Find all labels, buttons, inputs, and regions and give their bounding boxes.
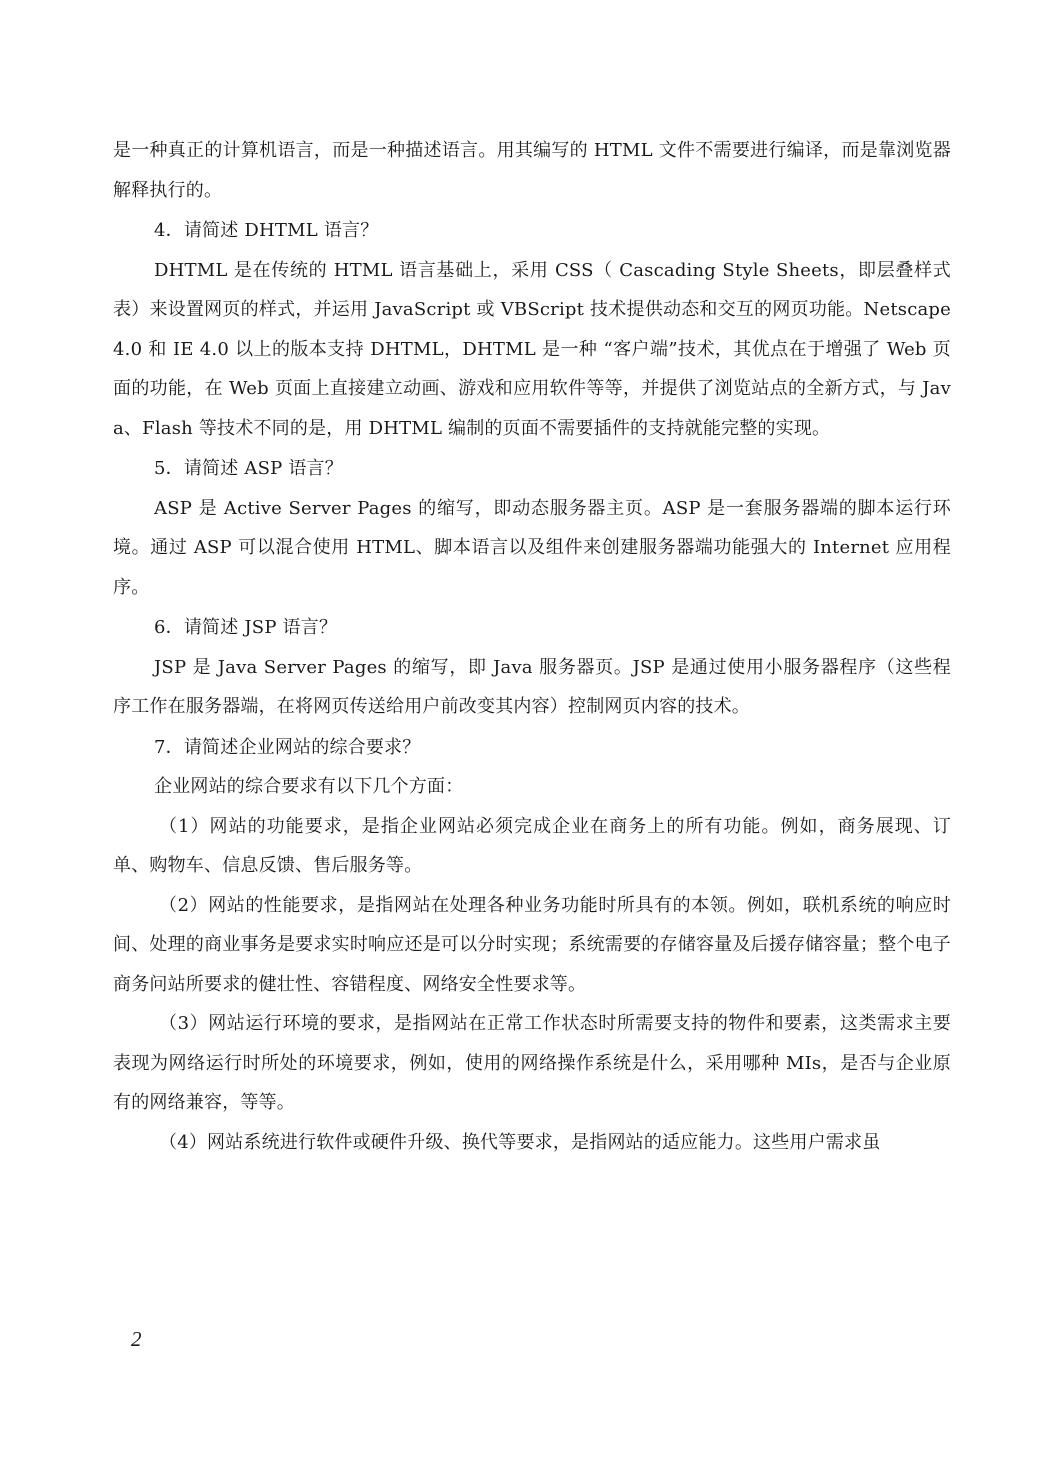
- answer-7-intro: 企业网站的综合要求有以下几个方面：: [154, 776, 464, 797]
- question-7-heading: 7．请简述企业网站的综合要求？: [154, 736, 421, 758]
- answer-6-paragraph: JSP 是 Java Server Pages 的缩写，即 Java 服务器页。JSP 是通过使用小服务器程序（这些程序工作在服务器端，在将网页传送给用户前改变其内容）控制网页内容的技术。: [113, 656, 951, 717]
- answer-7-item-2: （2）网站的性能要求，是指网站在处理各种业务功能时所具有的本领。例如，联机系统的响应时间、处理的商业事务是要求实时响应还是可以分时实现；系统需要的存储容量及后援存储容量；整个电子商务问站所要求的健壮性、容错程度、网络安全性要求等。: [113, 894, 951, 995]
- answer-5-paragraph: ASP 是 Active Server Pages 的缩写，即动态服务器主页。ASP 是一套服务器端的脚本运行环境。通过 ASP 可以混合使用 HTML、脚本语言以及组件来创建服务器端功能强大的 Internet 应用程序。: [113, 497, 951, 598]
- question-4-heading: 4．请简述 DHTML 语言？: [154, 220, 379, 241]
- answer-4-paragraph: DHTML 是在传统的 HTML 语言基础上，采用 CSS（ Cascading Style Sheets，即层叠样式表）来设置网页的样式，并运用 JavaScript 或 VBScript 技术提供动态和交互的网页功能。Netscape 4.0 和 IE 4.0 以上的版本支持 DHTML，DHTML 是一种 “客户端”技术，其优点在于增强了 Web 页面的功能，在 Web 页面上直接建立动画、游戏和应用软件等等，并提供了浏览站点的全新方式，与 Java、Flash 等技术不同的是，用 DHTML 编制的页面不需要插件的支持就能完整的实现。: [113, 259, 951, 439]
- answer-7-item-4: （4）网站系统进行软件或硬件升级、换代等要求，是指网站的适应能力。这些用户需求虽: [159, 1131, 881, 1153]
- answer-7-item-3: （3）网站运行环境的要求，是指网站在正常工作状态时所需要支持的物件和要素，这类需求主要表现为网络运行时所处的环境要求，例如，使用的网络操作系统是什么，采用哪种 MIs，是否与企业原有的网络兼容，等等。: [113, 1013, 951, 1113]
- question-5-heading: 5．请简述 ASP 语言？: [154, 458, 343, 479]
- page-body: [113, 131, 951, 1162]
- paragraph-html-continuation: 是一种真正的计算机语言，而是一种描述语言。用其编写的 HTML 文件不需要进行编译，而是靠浏览器解释执行的。: [113, 140, 951, 201]
- answer-7-item-1: （1）网站的功能要求，是指企业网站必须完成企业在商务上的所有功能。例如，商务展现、订单、购物车、信息反馈、售后服务等。: [113, 815, 951, 876]
- page-number: 2: [131, 1327, 142, 1351]
- question-6-heading: 6．请简述 JSP 语言？: [154, 617, 338, 638]
